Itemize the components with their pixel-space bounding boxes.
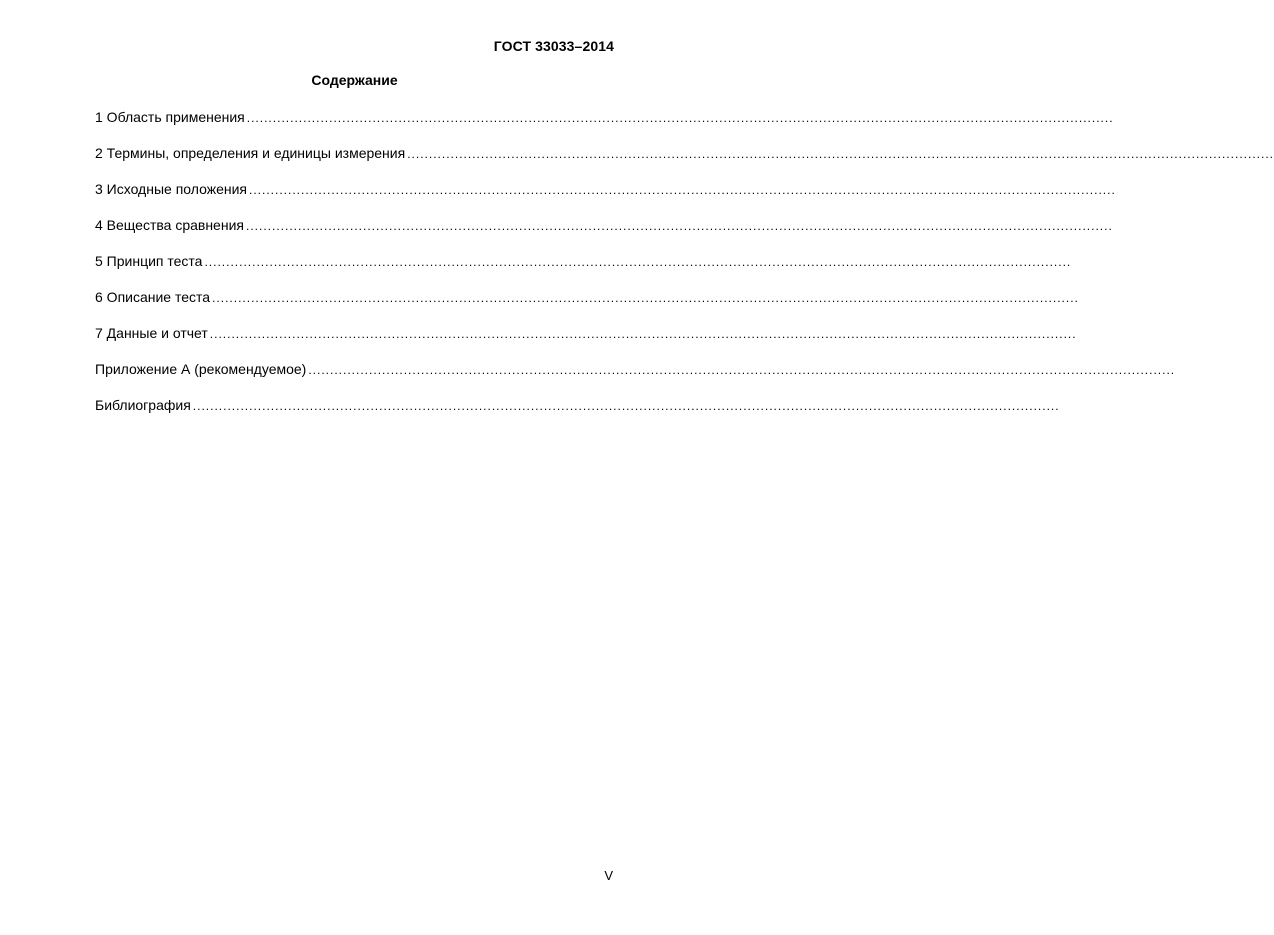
dot-leader: ........................................................................................................................................................................................................: [308, 363, 1176, 377]
page-number: V: [604, 868, 613, 883]
dot-leader: ........................................................................................................................................................................................................: [246, 111, 1114, 125]
dot-leader: ........................................................................................................................................................................................................: [245, 219, 1113, 233]
toc-entry[interactable]: [95, 216, 1113, 252]
toc-entry[interactable]: [95, 288, 1079, 324]
toc-entry-title: 7 Данные и отчет: [95, 325, 208, 341]
toc-entry-title: 1 Область применения: [95, 109, 245, 125]
toc-entry[interactable]: [95, 180, 1116, 216]
dot-leader: ........................................................................................................................................................................................................: [192, 399, 1060, 413]
toc-entry[interactable]: [95, 108, 1114, 144]
toc-entry-title: Приложение А (рекомендуемое): [95, 361, 307, 377]
dot-leader: ........................................................................................................................................................................................................: [249, 183, 1116, 197]
toc-entry-title: Библиография: [95, 397, 191, 413]
dot-leader: ........................................................................................................................................................................................................: [204, 255, 1072, 269]
toc-entry[interactable]: [95, 324, 1077, 360]
toc-heading: Содержание: [311, 72, 398, 88]
toc-entry[interactable]: [95, 360, 1176, 396]
table-of-contents: [95, 108, 1274, 432]
dot-leader: ........................................................................................................................................................................................................: [212, 291, 1079, 305]
toc-entry-title: 6 Описание теста: [95, 289, 211, 305]
dot-leader: ........................................................................................................................................................................................................: [407, 147, 1274, 161]
toc-entry-title: 3 Исходные положения: [95, 181, 247, 197]
toc-entry[interactable]: [95, 396, 1060, 432]
toc-entry[interactable]: [95, 144, 1274, 180]
document-code: ГОСТ 33033–2014: [493, 38, 614, 54]
dot-leader: ........................................................................................................................................................................................................: [209, 327, 1077, 341]
toc-entry-title: 5 Принцип теста: [95, 253, 203, 269]
toc-entry-title: 4 Вещества сравнения: [95, 217, 244, 233]
toc-entry-title: 2 Термины, определения и единицы измерения: [95, 145, 406, 161]
toc-entry[interactable]: [95, 252, 1072, 288]
